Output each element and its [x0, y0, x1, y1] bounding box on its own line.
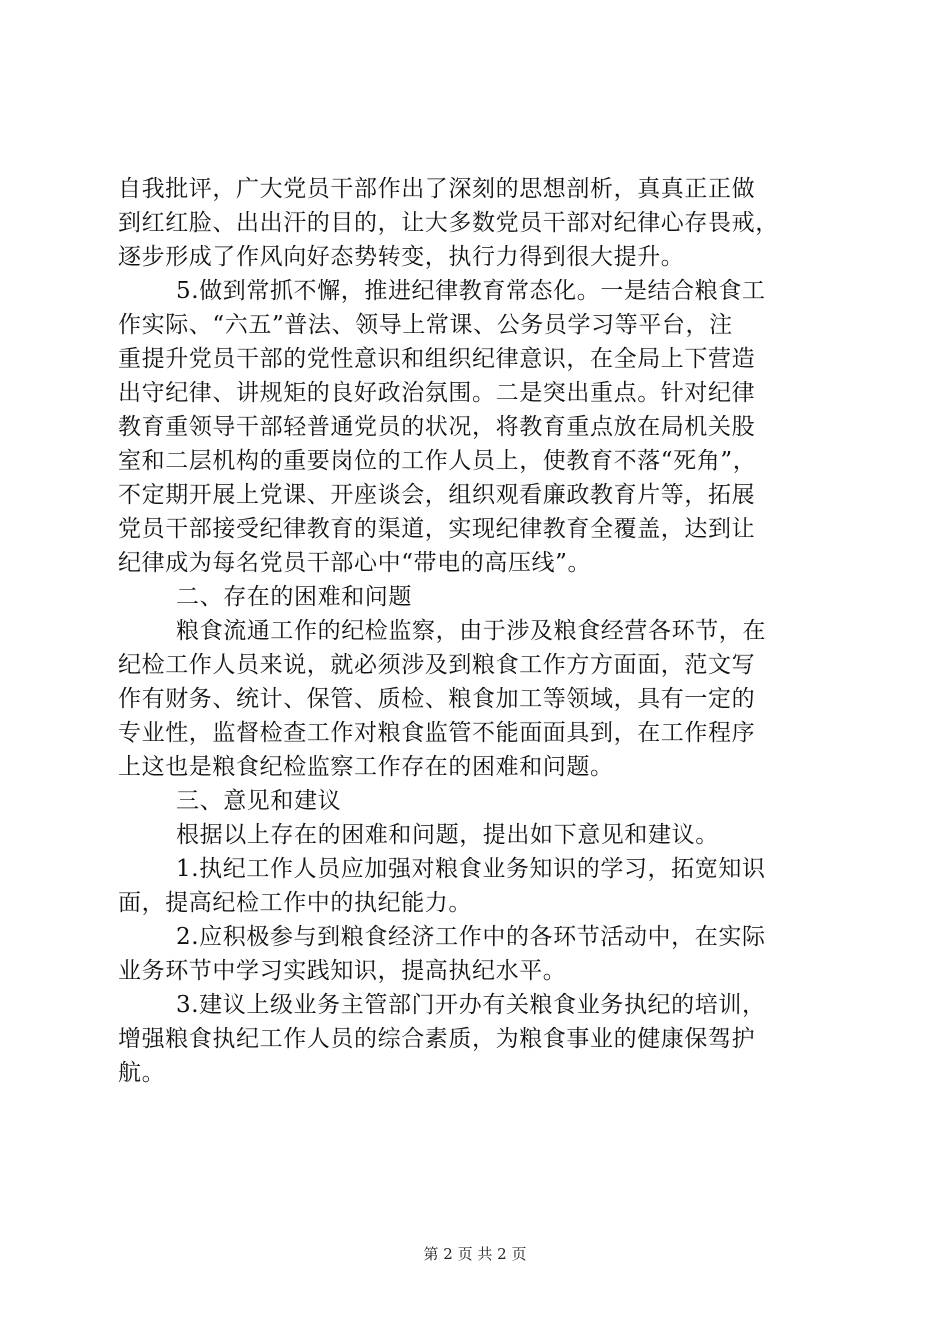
text-line: 三、意见和建议: [176, 788, 342, 814]
text-line: 5.做到常抓不懈，推进纪律教育常态化。一是结合粮食工: [176, 278, 766, 304]
text-line: 纪检工作人员来说，就必须涉及到粮食工作方方面面，范文写: [118, 652, 756, 678]
text-line: 室和二层机构的重要岗位的工作人员上，使教育不落“死角”，: [118, 448, 757, 474]
text-line: 2.应积极参与到粮食经济工作中的各环节活动中，在实际: [176, 924, 766, 950]
page-footer: 第 2 页 共 2 页: [423, 1245, 527, 1263]
text-line: 作有财务、统计、保管、质检、粮食加工等领域，具有一定的: [118, 686, 756, 712]
text-line: 二、存在的困难和问题: [176, 584, 412, 610]
text-line: 面，提高纪检工作中的执纪能力。: [118, 890, 472, 916]
text-line: 上这也是粮食纪检监察工作存在的困难和问题。: [118, 754, 614, 780]
text-line: 自我批评，广大党员干部作出了深刻的思想剖析，真真正正做: [118, 176, 756, 202]
document-body: [118, 172, 838, 1090]
text-line: 党员干部接受纪律教育的渠道，实现纪律教育全覆盖，达到让: [118, 516, 756, 542]
text-line: 1.执纪工作人员应加强对粮食业务知识的学习，拓宽知识: [176, 856, 766, 882]
text-line: 作实际、“六五”普法、领导上常课、公务员学习等平台，注: [118, 312, 733, 338]
text-line: 业务环节中学习实践知识，提高执纪水平。: [118, 958, 567, 984]
text-line: 到红红脸、出出汗的目的，让大多数党员干部对纪律心存畏戒，: [118, 210, 779, 236]
text-line: 纪律成为每名党员干部心中“带电的高压线”。: [118, 550, 592, 576]
text-line: 教育重领导干部轻普通党员的状况，将教育重点放在局机关股: [118, 414, 756, 440]
text-line: 逐步形成了作风向好态势转变，执行力得到很大提升。: [118, 244, 685, 270]
text-line: 粮食流通工作的纪检监察，由于涉及粮食经营各环节，在: [176, 618, 766, 644]
text-line: 3.建议上级业务主管部门开办有关粮食业务执纪的培训，: [176, 992, 766, 1018]
text-line: 增强粮食执纪工作人员的综合素质，为粮食事业的健康保驾护: [118, 1026, 756, 1052]
text-line: 重提升党员干部的党性意识和组织纪律意识，在全局上下营造: [118, 346, 756, 372]
text-line: 航。: [118, 1060, 166, 1086]
text-line: 不定期开展上党课、开座谈会，组织观看廉政教育片等，拓展: [118, 482, 756, 508]
text-line: 根据以上存在的困难和问题，提出如下意见和建议。: [176, 822, 719, 848]
text-line: 出守纪律、讲规矩的良好政治氛围。二是突出重点。针对纪律: [118, 380, 756, 406]
text-line: 专业性，监督检查工作对粮食监管不能面面具到，在工作程序: [118, 720, 756, 746]
